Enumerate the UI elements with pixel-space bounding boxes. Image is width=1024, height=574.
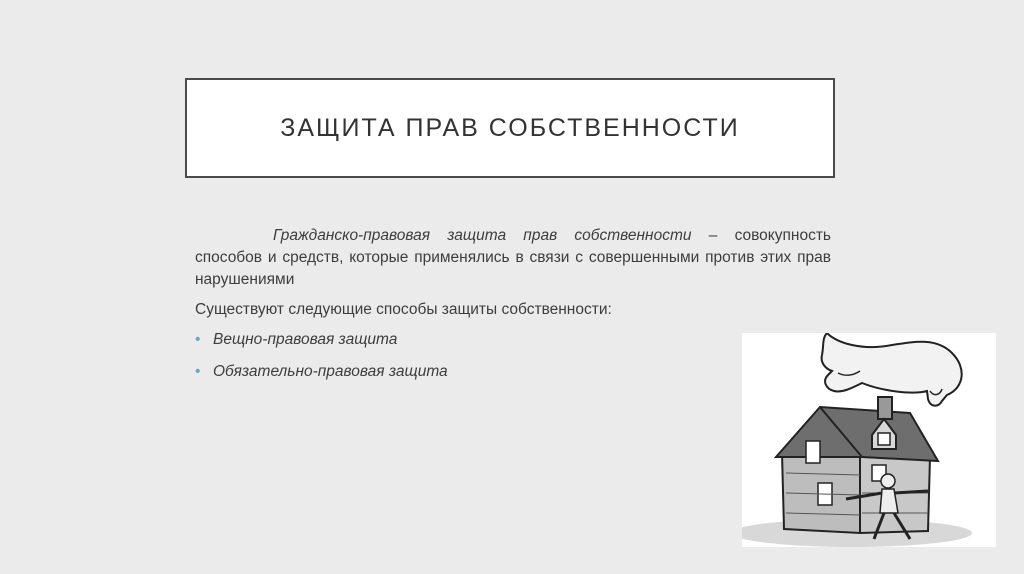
title-box [185,78,835,178]
definition-paragraph [195,225,831,291]
bullet-item [195,329,831,351]
bullet-item [195,361,831,383]
bullet-text: Вещно-правовая защита [213,331,398,348]
definition-term: Гражданско-правовая защита прав собственности [273,227,692,244]
intro-text: Существуют следующие способы защиты собственности: [195,301,612,318]
hand-over-house-illustration [742,333,996,547]
bullet-marker: • [195,363,201,380]
bullet-text: Обязательно-правовая защита [213,363,448,380]
slide-title: ЗАЩИТА ПРАВ СОБСТВЕННОСТИ [280,113,740,142]
house-drawing [742,333,996,547]
bullet-list [195,329,831,383]
definition-text: – совокупность способов и средств, которые применялись в связи с совершенными против этих прав нарушениями [195,227,831,288]
slide-content [195,225,831,393]
bullet-marker: • [195,331,201,348]
